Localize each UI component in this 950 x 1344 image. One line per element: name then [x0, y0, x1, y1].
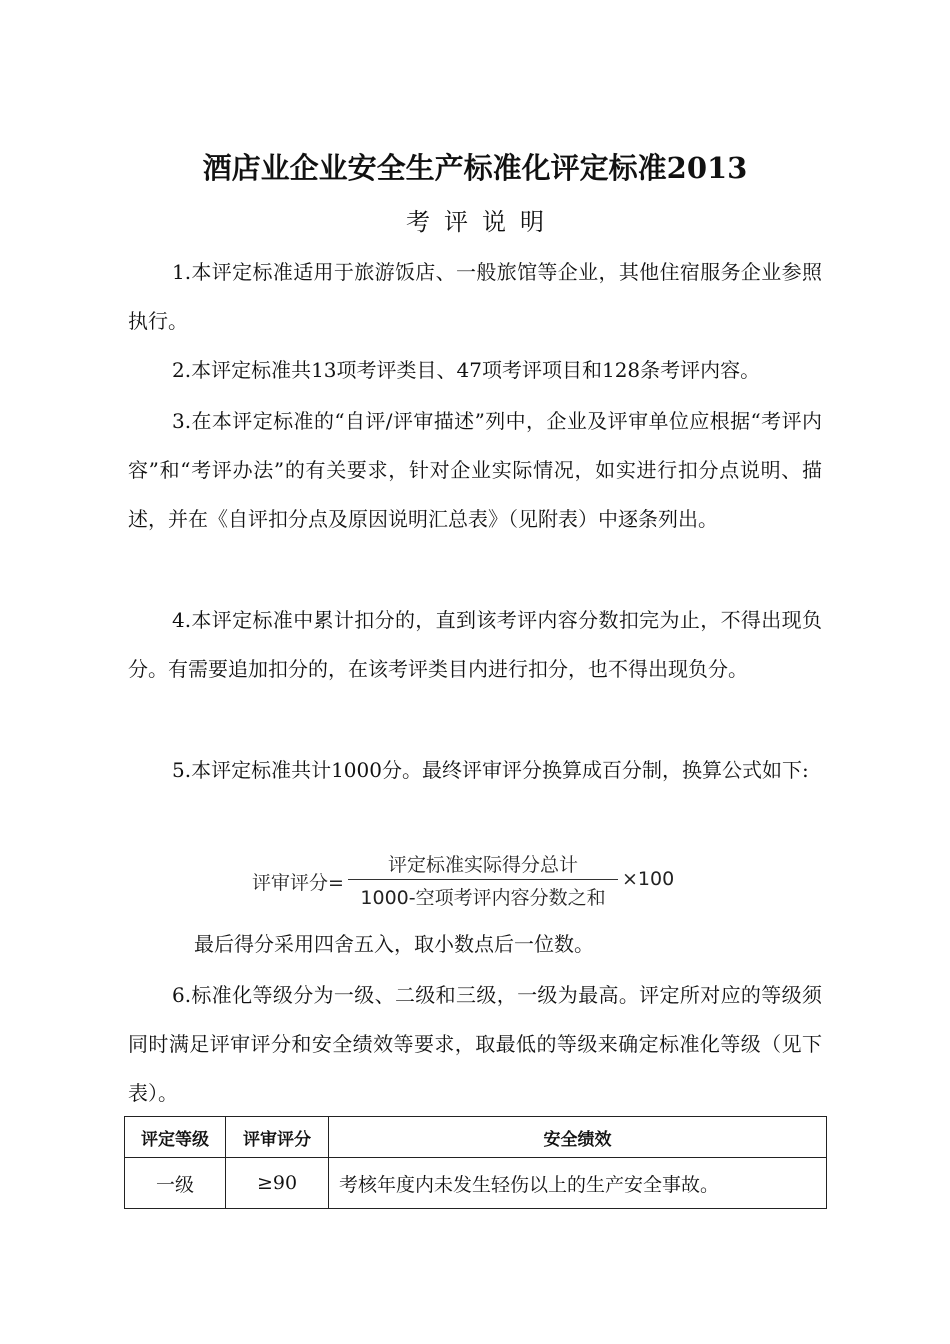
table-cell-score: ≥90 — [226, 1158, 329, 1209]
paragraph-1: 1.本评定标准适用于旅游饭店、一般旅馆等企业，其他住宿服务企业参照执行。 — [128, 260, 822, 333]
formula-fraction-bar — [348, 879, 618, 880]
table-header-safety: 安全绩效 — [329, 1117, 827, 1158]
section-subtitle: 考评说明 — [406, 208, 558, 236]
table-header-grade: 评定等级 — [125, 1117, 226, 1158]
paragraph-6: 6.标准化等级分为一级、二级和三级，一级为最高。评定所对应的等级须同时满足评审评分和安全绩效等要求，取最低的等级来确定标准化等级（见下表）。 — [128, 983, 822, 1105]
paragraph-3: 3.在本评定标准的“自评/评审描述”列中，企业及评审单位应根据“考评内容”和“考评办法”的有关要求，针对企业实际情况，如实进行扣分点说明、描述，并在《自评扣分点及原因说明汇总表》（见附表）中逐条列出。 — [128, 409, 822, 531]
score-formula — [248, 850, 708, 914]
formula-rhs: ×100 — [622, 868, 675, 890]
document-title: 酒店业企业安全生产标准化评定标准2013 — [202, 151, 748, 185]
paragraph-5: 5.本评定标准共计1000分。最终评审评分换算成百分制，换算公式如下: — [172, 758, 809, 782]
grade-table — [124, 1116, 827, 1209]
paragraph-rounding: 最后得分采用四舍五入，取小数点后一位数。 — [194, 932, 594, 956]
paragraph-2: 2.本评定标准共13项考评类目、47项考评项目和128条考评内容。 — [172, 358, 761, 382]
table-header-score: 评审评分 — [226, 1117, 329, 1158]
table-row — [125, 1158, 827, 1209]
formula-lhs: 评审评分= — [252, 872, 344, 894]
table-cell-grade: 一级 — [125, 1158, 226, 1209]
formula-denominator: 1000-空项考评内容分数之和 — [360, 887, 606, 909]
table-cell-safety: 考核年度内未发生轻伤以上的生产安全事故。 — [329, 1158, 827, 1209]
paragraph-4: 4.本评定标准中累计扣分的，直到该考评内容分数扣完为止，不得出现负分。有需要追加扣分的，在该考评类目内进行扣分，也不得出现负分。 — [128, 608, 822, 681]
formula-numerator: 评定标准实际得分总计 — [387, 854, 578, 876]
table-header-row — [125, 1117, 827, 1158]
